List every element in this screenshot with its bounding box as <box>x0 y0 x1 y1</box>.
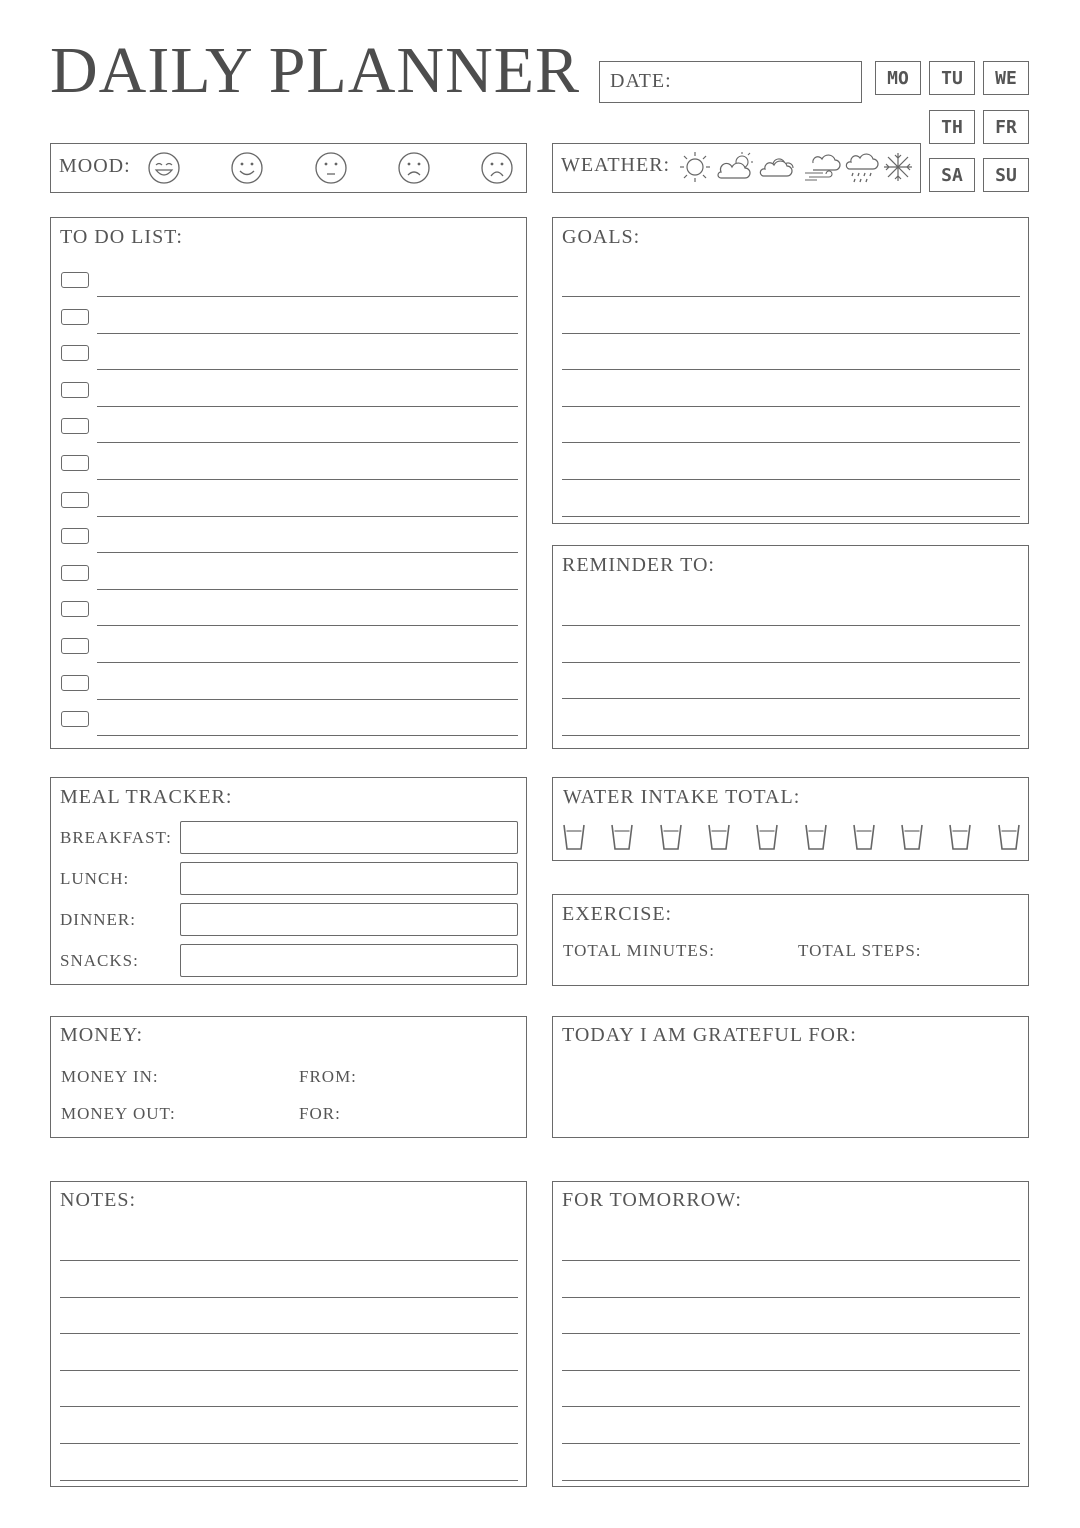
todo-line[interactable] <box>97 552 518 553</box>
water-glass-icon[interactable] <box>707 823 731 851</box>
water-glass-icon[interactable] <box>948 823 972 851</box>
for-tomorrow-label: FOR TOMORROW: <box>562 1189 742 1211</box>
date-field[interactable] <box>599 61 862 103</box>
water-glass-icon[interactable] <box>997 823 1021 851</box>
goals-line[interactable] <box>562 369 1020 370</box>
money-section <box>50 1016 527 1138</box>
water-glass-icon[interactable] <box>900 823 924 851</box>
goals-line[interactable] <box>562 442 1020 443</box>
breakfast-label: BREAKFAST: <box>60 828 172 847</box>
day-mo[interactable]: MO <box>875 61 921 95</box>
dinner-input[interactable] <box>180 903 518 936</box>
dinner-label: DINNER: <box>60 910 136 929</box>
for-tomorrow-line[interactable] <box>562 1406 1020 1407</box>
mood-section <box>50 143 527 193</box>
todo-checkbox[interactable] <box>61 455 89 471</box>
todo-checkbox[interactable] <box>61 492 89 508</box>
notes-line[interactable] <box>60 1333 518 1334</box>
reminder-line[interactable] <box>562 698 1020 699</box>
frowning-face-icon[interactable] <box>480 151 514 185</box>
snowflake-icon[interactable] <box>882 151 914 183</box>
for-tomorrow-line[interactable] <box>562 1370 1020 1371</box>
notes-line[interactable] <box>60 1297 518 1298</box>
todo-checkbox[interactable] <box>61 675 89 691</box>
page-title: DAILY PLANNER <box>50 34 581 107</box>
day-su[interactable]: SU <box>983 158 1029 192</box>
notes-line[interactable] <box>60 1443 518 1444</box>
water-glass-icon[interactable] <box>755 823 779 851</box>
exercise-section <box>552 894 1029 986</box>
goals-line[interactable] <box>562 516 1020 517</box>
reminder-line[interactable] <box>562 625 1020 626</box>
for-tomorrow-line[interactable] <box>562 1443 1020 1444</box>
for-tomorrow-line[interactable] <box>562 1480 1020 1481</box>
water-glass-icon[interactable] <box>610 823 634 851</box>
windy-icon[interactable] <box>803 150 843 184</box>
goals-line[interactable] <box>562 406 1020 407</box>
todo-checkbox[interactable] <box>61 382 89 398</box>
for-tomorrow-line[interactable] <box>562 1333 1020 1334</box>
lunch-label: LUNCH: <box>60 869 130 888</box>
breakfast-input[interactable] <box>180 821 518 854</box>
todo-line[interactable] <box>97 479 518 480</box>
goals-section <box>552 217 1029 524</box>
reminder-section <box>552 545 1029 749</box>
money-label: MONEY: <box>60 1024 144 1046</box>
rain-icon[interactable] <box>845 149 881 185</box>
day-sa[interactable]: SA <box>929 158 975 192</box>
day-fr[interactable]: FR <box>983 110 1029 144</box>
lunch-input[interactable] <box>180 862 518 895</box>
todo-checkbox[interactable] <box>61 272 89 288</box>
smiling-face-icon[interactable] <box>230 151 264 185</box>
exercise-label: EXERCISE: <box>562 903 673 925</box>
laughing-face-icon[interactable] <box>147 151 181 185</box>
day-tu[interactable]: TU <box>929 61 975 95</box>
todo-checkbox[interactable] <box>61 638 89 654</box>
reminder-label: REMINDER TO: <box>562 554 715 576</box>
partly-cloudy-icon[interactable] <box>716 150 756 184</box>
for-tomorrow-line[interactable] <box>562 1260 1020 1261</box>
todo-line[interactable] <box>97 442 518 443</box>
total-steps-label: TOTAL STEPS: <box>798 941 922 960</box>
todo-checkbox[interactable] <box>61 345 89 361</box>
money-for-label: FOR: <box>299 1104 341 1123</box>
reminder-line[interactable] <box>562 662 1020 663</box>
water-glass-icon[interactable] <box>804 823 828 851</box>
notes-line[interactable] <box>60 1370 518 1371</box>
water-glass-icon[interactable] <box>852 823 876 851</box>
todo-checkbox[interactable] <box>61 418 89 434</box>
todo-line[interactable] <box>97 369 518 370</box>
grateful-section[interactable] <box>552 1016 1029 1138</box>
todo-label: TO DO LIST: <box>60 226 183 248</box>
cloudy-icon[interactable] <box>759 152 799 182</box>
for-tomorrow-line[interactable] <box>562 1297 1020 1298</box>
reminder-line[interactable] <box>562 735 1020 736</box>
todo-line[interactable] <box>97 516 518 517</box>
neutral-face-icon[interactable] <box>314 151 348 185</box>
todo-line[interactable] <box>97 699 518 700</box>
money-from-label: FROM: <box>299 1067 357 1086</box>
day-we[interactable]: WE <box>983 61 1029 95</box>
mood-label: MOOD: <box>59 155 131 177</box>
weather-label: WEATHER: <box>561 154 671 176</box>
todo-checkbox[interactable] <box>61 601 89 617</box>
money-out-label: MONEY OUT: <box>61 1104 176 1123</box>
sad-face-icon[interactable] <box>397 151 431 185</box>
todo-line[interactable] <box>97 296 518 297</box>
notes-line[interactable] <box>60 1406 518 1407</box>
goals-line[interactable] <box>562 333 1020 334</box>
money-in-label: MONEY IN: <box>61 1067 159 1086</box>
todo-checkbox[interactable] <box>61 711 89 727</box>
notes-label: NOTES: <box>60 1189 136 1211</box>
todo-line[interactable] <box>97 406 518 407</box>
todo-checkbox[interactable] <box>61 528 89 544</box>
date-label: DATE: <box>610 70 672 92</box>
todo-line[interactable] <box>97 333 518 334</box>
total-minutes-label: TOTAL MINUTES: <box>563 941 715 960</box>
todo-line[interactable] <box>97 589 518 590</box>
todo-line[interactable] <box>97 662 518 663</box>
water-intake-label: WATER INTAKE TOTAL: <box>563 786 801 808</box>
snacks-input[interactable] <box>180 944 518 977</box>
water-glass-icon[interactable] <box>659 823 683 851</box>
meal-tracker-label: MEAL TRACKER: <box>60 786 233 808</box>
day-th[interactable]: TH <box>929 110 975 144</box>
notes-line[interactable] <box>60 1260 518 1261</box>
goals-label: GOALS: <box>562 226 641 248</box>
todo-checkbox[interactable] <box>61 309 89 325</box>
goals-line[interactable] <box>562 296 1020 297</box>
snacks-label: SNACKS: <box>60 951 139 970</box>
goals-line[interactable] <box>562 479 1020 480</box>
todo-line[interactable] <box>97 625 518 626</box>
todo-checkbox[interactable] <box>61 565 89 581</box>
grateful-label: TODAY I AM GRATEFUL FOR: <box>562 1024 857 1046</box>
water-glass-icon[interactable] <box>562 823 586 851</box>
notes-line[interactable] <box>60 1480 518 1481</box>
sun-icon[interactable] <box>678 150 712 184</box>
todo-line[interactable] <box>97 735 518 736</box>
